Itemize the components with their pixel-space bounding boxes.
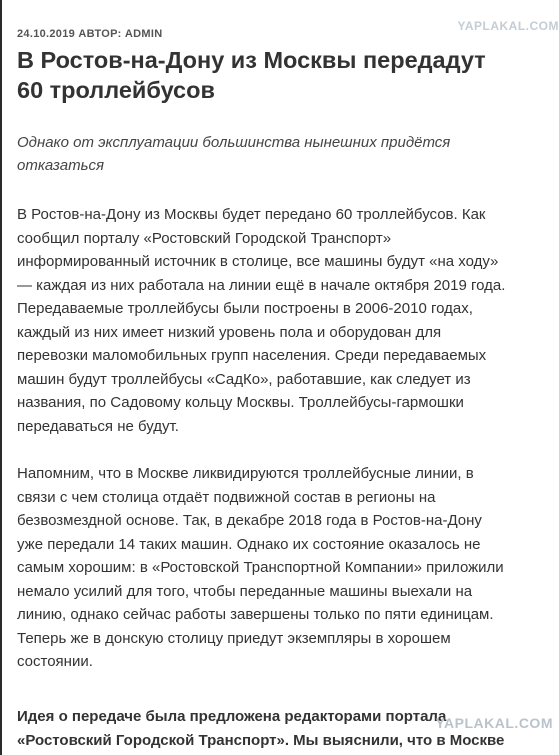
paragraph-line: уже передали 14 таких машин. Однако их состояние оказалось не — [17, 535, 481, 553]
article-meta: 24.10.2019 АВТОР: ADMIN — [17, 28, 163, 40]
paragraph-line: линию, однако сейчас работы завершены только по пяти единицам. — [17, 606, 494, 623]
article-title — [17, 45, 547, 105]
article-paragraph-1 — [17, 203, 552, 438]
watermark-bottom: YAPLAKAL.COM — [435, 715, 553, 731]
paragraph-line: информированный источник в столице, все машины будут «на ходу» — [17, 253, 499, 270]
article-lead-line: отказаться — [17, 157, 104, 174]
paragraph-line: состоянии. — [17, 653, 93, 670]
article-title-line: В Ростов-на-Дону из Москвы передадут — [17, 47, 486, 73]
paragraph-line: Передаваемые троллейбусы были построены в 2006-2010 годах, — [17, 300, 473, 317]
paragraph-line: машин будут троллейбусы «СадКо», работавшие, как следует из — [17, 370, 471, 388]
paragraph-line: «Ростовский Городской Транспорт». Мы выяснили, что в Москве — [17, 731, 505, 749]
paragraph-line: перевозки маломобильных групп населения. Среди передаваемых — [17, 347, 487, 364]
watermark-top: YAPLAKAL.COM — [457, 19, 559, 33]
article-title-line: 60 троллейбусов — [17, 77, 215, 103]
paragraph-line: самым хорошим: в «Ростовской Транспортной Компании» приложили — [17, 559, 504, 576]
paragraph-line: названия, по Садовому кольцу Москвы. Троллейбусы-гармошки — [17, 394, 464, 411]
article-lead-line: Однако от эксплуатации большинства нынешних придётся — [17, 134, 451, 151]
paragraph-line: связи с чем столица отдаёт подвижной состав в регионы на — [17, 488, 436, 506]
article-lead — [17, 131, 537, 177]
window-edge — [0, 0, 2, 755]
paragraph-line: безвозмездной основе. Так, в декабре 2018 года в Ростов-на-Дону — [17, 512, 482, 529]
article-paragraph-2 — [17, 462, 552, 674]
paragraph-line: В Ростов-на-Дону из Москвы будет передано 60 троллейбусов. Как — [17, 206, 486, 223]
paragraph-line: Идея о передаче была предложена редакторами портала — [17, 708, 447, 725]
paragraph-line: каждый из них имеет низкий уровень пола и оборудован для — [17, 323, 442, 341]
paragraph-line: немало усилий для того, чтобы переданные машины выехали на — [17, 582, 473, 600]
paragraph-line: Теперь же в донскую столицу приедут экземпляры в хорошем — [17, 629, 451, 647]
paragraph-line: сообщил порталу «Ростовский Городской Транспорт» — [17, 229, 392, 247]
paragraph-line: — каждая из них работала на линии ещё в начале октября 2019 года. — [17, 276, 506, 294]
paragraph-line: Напомним, что в Москве ликвидируются троллейбусные линии, в — [17, 465, 474, 482]
paragraph-line: передаваться не будут. — [17, 417, 179, 435]
